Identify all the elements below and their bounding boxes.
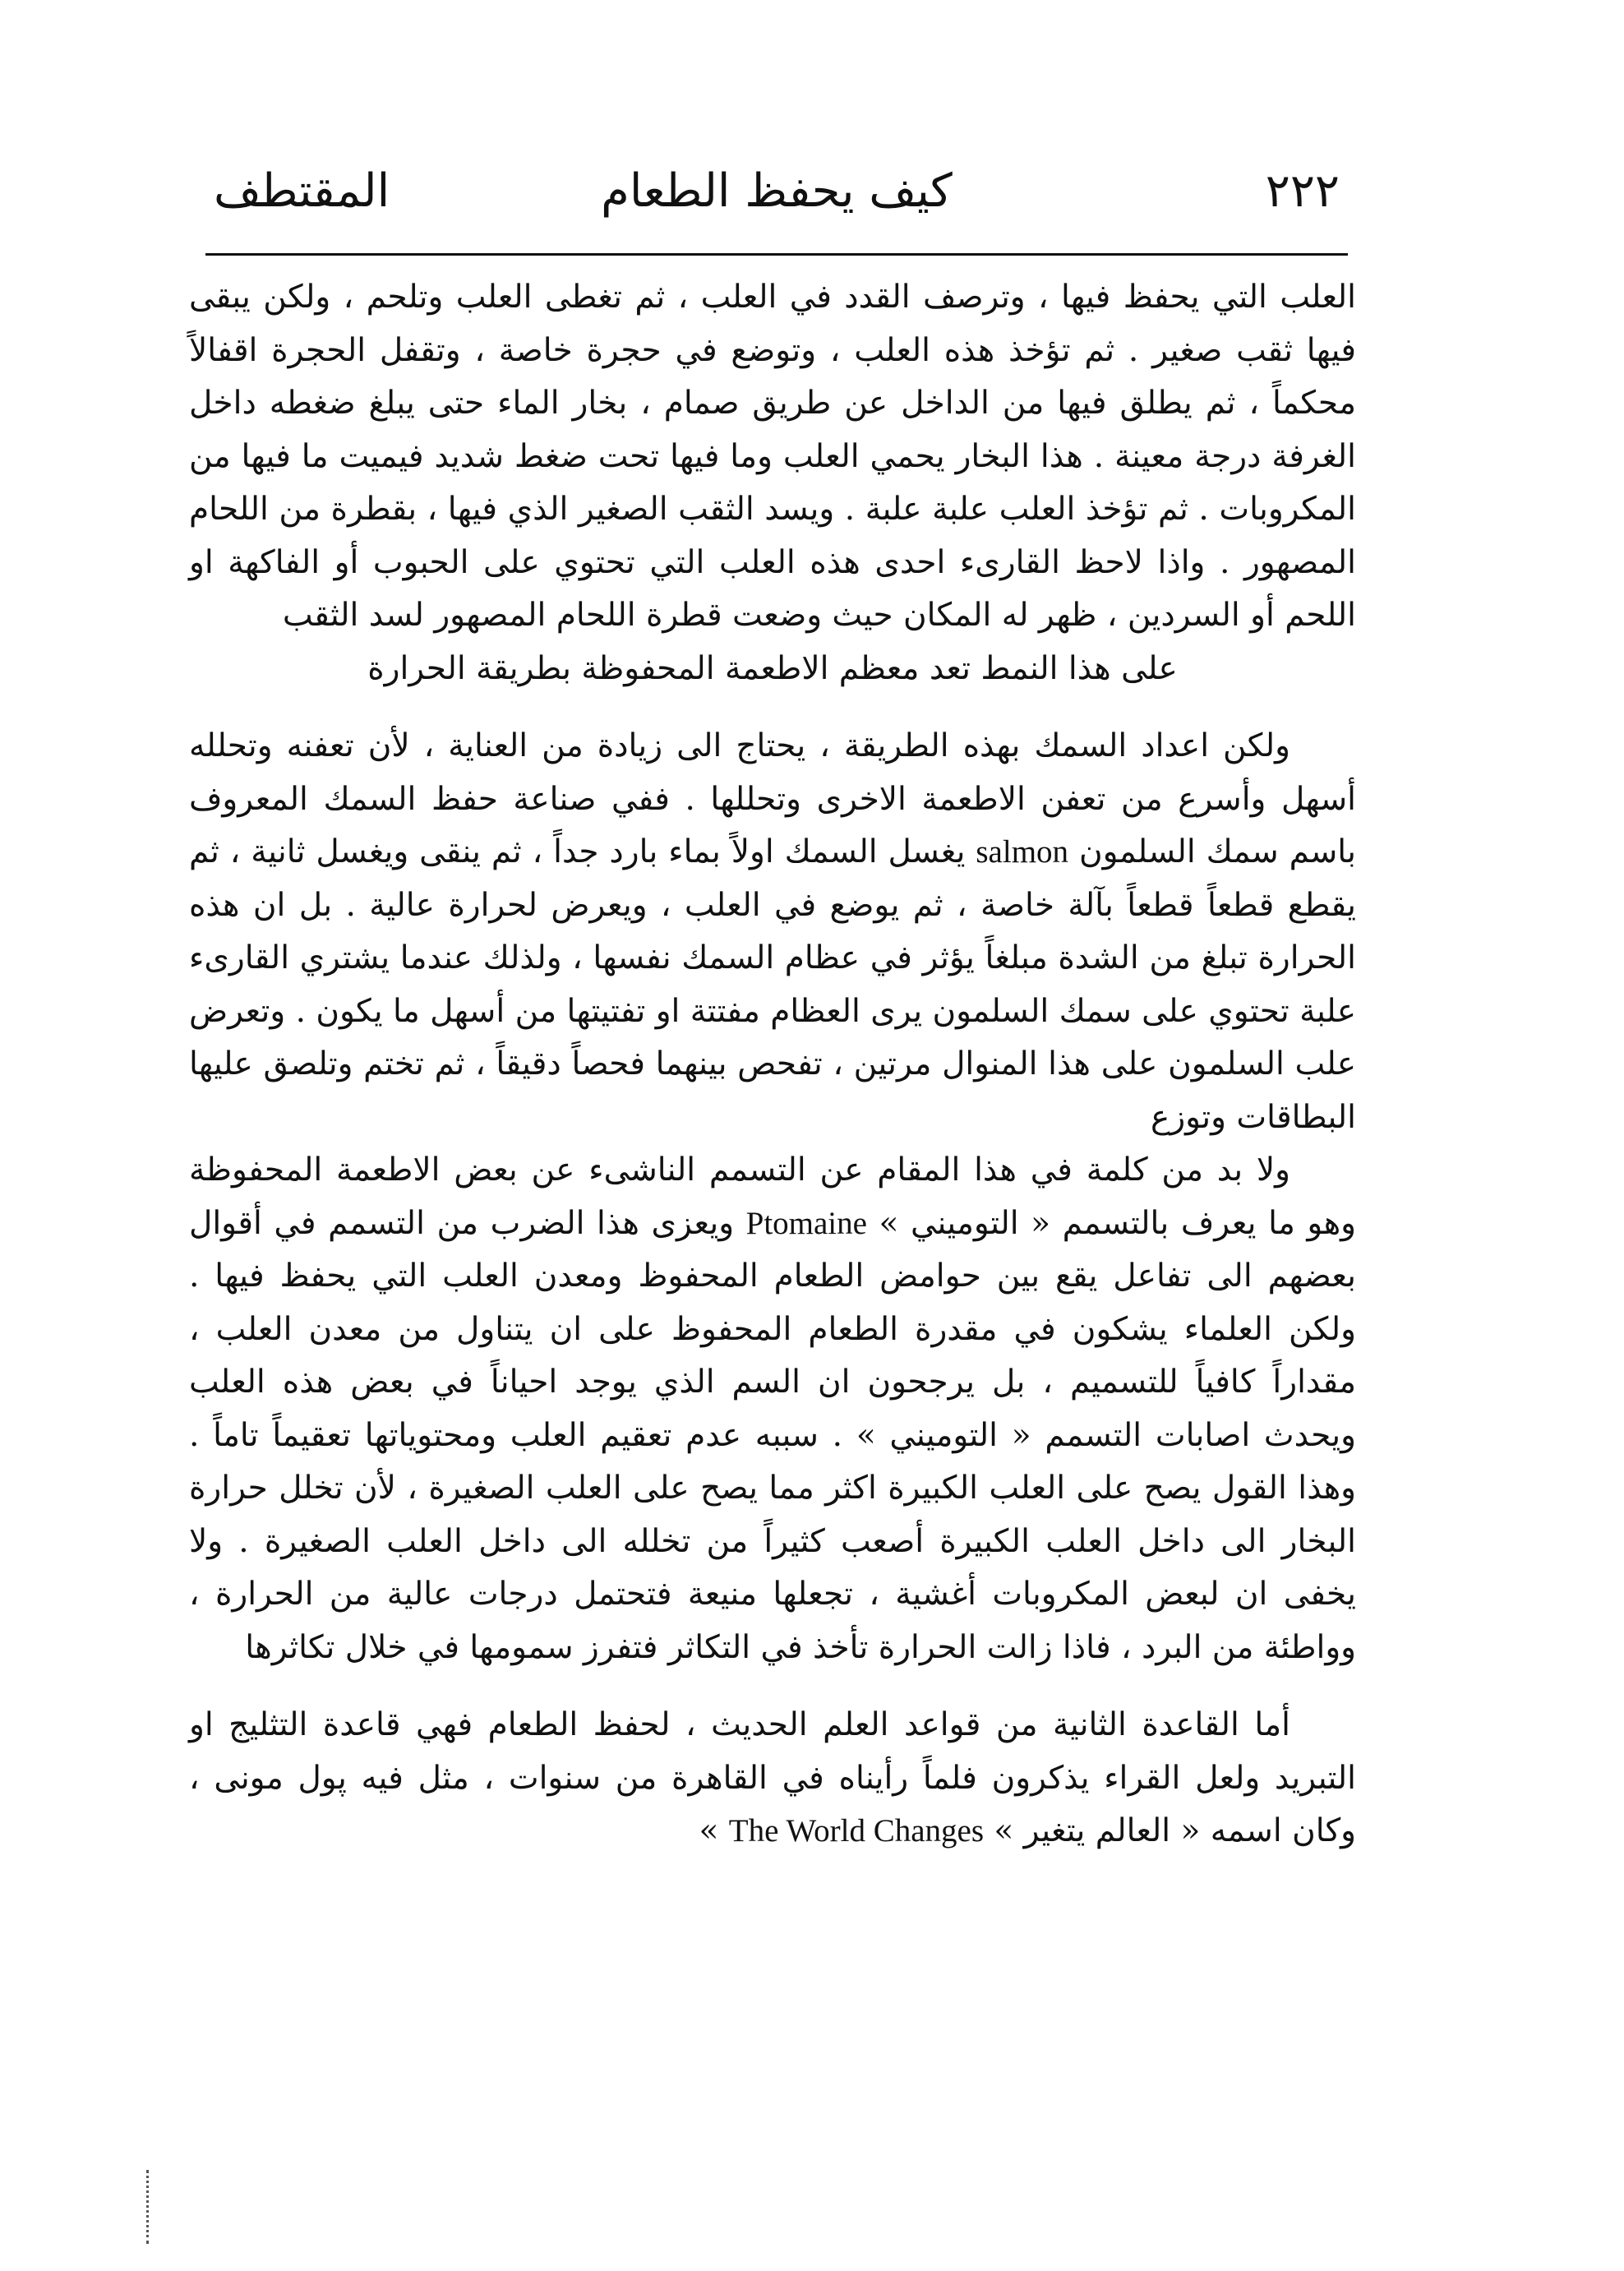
paragraph xyxy=(189,1699,1356,1858)
paragraph-text: أما القاعدة الثانية من قواعد العلم الحديث ، لحفظ الطعام فهي قاعدة التثليج او التبريد ولعل القراء يذكرون فلماً رأيناه في القاهرة من سنوات ، مثل فيه پول مونى ، وكان اسمه « العالم يتغير » xyxy=(189,1706,1356,1849)
paragraph-text: يغسل السمك اولاً بماء بارد جداً ، ثم ينقى ويغسل ثانية ، ثم يقطع قطعاً قطعاً بآلة خاصة ، ثم يوضع في العلب ، ويعرض لحرارة عالية . بل ان هذه الحرارة تبلغ من الشدة مبلغاً يؤثر في عظام السمك نفسها ، ولذلك عندما يشتري القارىء علبة تحتوي على سمك السلمون يرى العظام مفتتة او تفتيتها من أسهل ما يكون . وتعرض علب السلمون على هذا المنوال مرتين ، تفحص بينهما فحصاً دقيقاً ، ثم تختم وتلصق عليها البطاقات وتوزع xyxy=(189,833,1356,1136)
journal-name: المقتطف xyxy=(214,164,390,218)
paragraph xyxy=(189,720,1356,1144)
latin-term: The World Changes xyxy=(728,1813,985,1849)
latin-term: Ptomaine xyxy=(745,1205,867,1241)
paragraph-text: ولكن اعداد السمك بهذه الطريقة ، يحتاج الى زيادة من العناية ، لأن تعفنه وتحلله أسهل وأسرع من تعفن الاطعمة الاخرى وتحللها . ففي صناعة حفظ السمك المعروف باسم سمك السلمون xyxy=(189,727,1357,870)
header-rule xyxy=(205,253,1348,256)
paragraph-text: ويعزى هذا الضرب من التسمم في أقوال بعضهم الى تفاعل يقع بين حوامض الطعام المحفوظ ومعدن العلب التي يحفظ فيها . ولكن العلماء يشكون في مقدرة الطعام المحفوظ على ان يتناول من معدن العلب ، مقداراً كافياً للتسميم ، بل يرجحون ان السم الذي يوجد احياناً في بعض هذه العلب ويحدث اصابات التسمم « التوميني » . سببه عدم تعقيم العلب ومحتوياتها تعقيماً تاماً . وهذا القول يصح على العلب الكبيرة اكثر مما يصح على العلب الصغيرة ، لأن تخلل حرارة البخار الى داخل العلب الكبيرة أصعب كثيراً من تخلله الى داخل العلب الصغيرة . ولا يخفى ان لبعض المكروبات أغشية ، تجعلها منيعة فتحتمل درجات عالية من الحرارة ، وواطئة من البرد ، فاذا زالت الحرارة تأخذ في التكاثر فتفرز سمومها في خلال تكاثرها xyxy=(189,1204,1356,1666)
latin-term: salmon xyxy=(976,834,1069,870)
page-number: ٢٢٢ xyxy=(1265,164,1340,218)
article-body xyxy=(189,271,1356,1858)
article-title: كيف يحفظ الطعام xyxy=(601,164,953,218)
paragraph: العلب التي يحفظ فيها ، وترصف القدد في العلب ، ثم تغطى العلب وتلحم ، ولكن يبقى فيها ثقب صغير . ثم تؤخذ هذه العلب ، وتوضع في حجرة خاصة ، وتقفل الحجرة اقفالاً محكماً ، ثم يطلق فيها من الداخل عن طريق صمام ، بخار الماء حتى يبلغ ضغطه داخل الغرفة درجة معينة . هذا البخار يحمي العلب وما فيها تحت ضغط شديد فيميت ما فيها من المكروبات . ثم تؤخذ العلب علبة علبة . ويسد الثقب الصغير الذي فيها ، بقطرة من اللحام المصهور . واذا لاحظ القارىء احدى هذه العلب التي تحتوي على الحبوب أو الفاكهة او اللحم أو السردين ، ظهر له المكان حيث وضعت قطرة اللحام المصهور لسد الثقب xyxy=(189,279,1356,634)
paragraph xyxy=(189,1144,1356,1674)
page-header xyxy=(214,164,1340,238)
paragraph: على هذا النمط تعد معظم الاطعمة المحفوظة بطريقة الحرارة xyxy=(367,649,1178,687)
paragraph-text: » xyxy=(699,1812,719,1849)
paragraph-text: ولا بد من كلمة في هذا المقام عن التسمم الناشىء عن بعض الاطعمة المحفوظة وهو ما يعرف بالتسمم « التوميني » xyxy=(189,1152,1356,1242)
scan-edge-mark xyxy=(146,2170,155,2244)
